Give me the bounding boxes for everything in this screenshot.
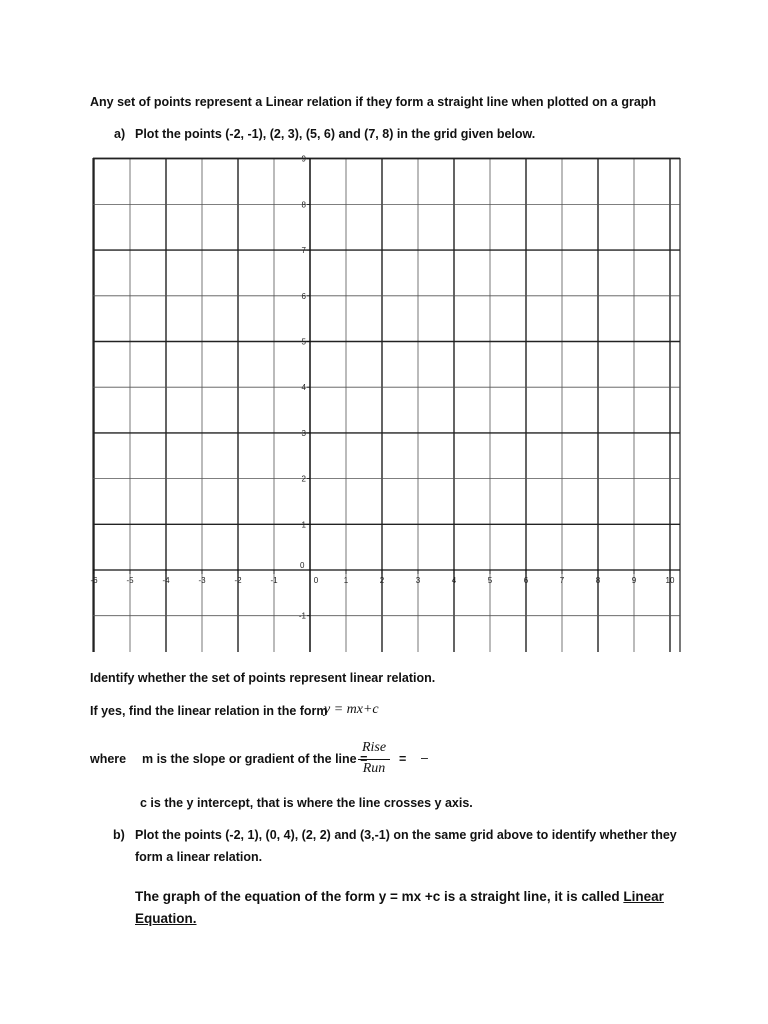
part-b-marker: b) bbox=[113, 828, 125, 842]
conclusion-text bbox=[135, 889, 664, 904]
rise-numerator: Rise bbox=[361, 740, 387, 755]
form-equation: y = mx+c bbox=[324, 702, 379, 717]
y-tick-label: 1 bbox=[301, 520, 306, 530]
x-tick-label: 0 bbox=[313, 576, 319, 585]
x-tick-label: 8 bbox=[595, 576, 601, 585]
x-tick-label: -4 bbox=[162, 576, 170, 585]
y-tick-label: 8 bbox=[301, 200, 306, 210]
x-tick-label: 4 bbox=[451, 576, 457, 585]
x-tick-label: -3 bbox=[198, 576, 206, 585]
x-tick-label: -5 bbox=[126, 576, 134, 585]
slope-definition: m is the slope or gradient of the line = bbox=[142, 752, 368, 766]
x-tick-label: 1 bbox=[343, 576, 349, 585]
y-tick-label: 4 bbox=[301, 383, 306, 393]
part-b-instruction-line1: Plot the points (-2, 1), (0, 4), (2, 2) and (3,-1) on the same grid above to identify whether they bbox=[135, 828, 677, 842]
run-denominator: Run bbox=[362, 761, 386, 776]
identify-question: Identify whether the set of points represent linear relation. bbox=[90, 671, 436, 685]
conclusion-term-linear: Linear bbox=[623, 889, 664, 904]
y-tick-label: 3 bbox=[301, 428, 306, 438]
part-a-instruction: Plot the points (-2, -1), (2, 3), (5, 6) and (7, 8) in the grid given below. bbox=[135, 127, 536, 141]
grid-tick-labels bbox=[90, 155, 675, 621]
grid-lines bbox=[93, 158, 680, 652]
y-tick-label: 2 bbox=[301, 474, 306, 484]
grid-axes bbox=[93, 158, 680, 652]
y-tick-label: 0 bbox=[300, 561, 305, 570]
y-tick-label: 9 bbox=[301, 154, 306, 164]
y-tick-label: 7 bbox=[301, 246, 306, 256]
x-tick-label: 2 bbox=[379, 576, 385, 585]
x-tick-label: -2 bbox=[234, 576, 242, 585]
intercept-definition: c is the y intercept, that is where the line crosses y axis. bbox=[140, 796, 473, 810]
part-b-instruction-line2: form a linear relation. bbox=[135, 850, 263, 864]
y-tick-label: -1 bbox=[298, 611, 306, 621]
fraction-bar bbox=[358, 759, 390, 760]
x-tick-label: 7 bbox=[559, 576, 565, 585]
y-tick-label: 6 bbox=[301, 291, 306, 301]
equals-sign: = bbox=[399, 752, 407, 766]
y-tick-label: 5 bbox=[301, 337, 306, 347]
x-tick-label: 5 bbox=[487, 576, 493, 585]
if-yes-instruction: If yes, find the linear relation in the form bbox=[90, 704, 328, 718]
intro-text: Any set of points represent a Linear relation if they form a straight line when plotted on a graph bbox=[90, 95, 657, 109]
where-label: where bbox=[90, 752, 127, 766]
part-a-marker: a) bbox=[114, 127, 126, 141]
conclusion-term-equation: Equation. bbox=[135, 911, 197, 926]
conclusion-prefix: The graph of the equation of the form y = mx +c is a straight line, it is called bbox=[135, 889, 620, 904]
x-tick-label: -1 bbox=[270, 576, 278, 585]
x-tick-label: -6 bbox=[90, 576, 98, 585]
x-tick-label: 10 bbox=[665, 576, 675, 585]
x-tick-label: 3 bbox=[415, 576, 421, 585]
x-tick-label: 6 bbox=[523, 576, 529, 585]
x-tick-label: 9 bbox=[631, 576, 637, 585]
blank-dash: – bbox=[421, 751, 428, 765]
